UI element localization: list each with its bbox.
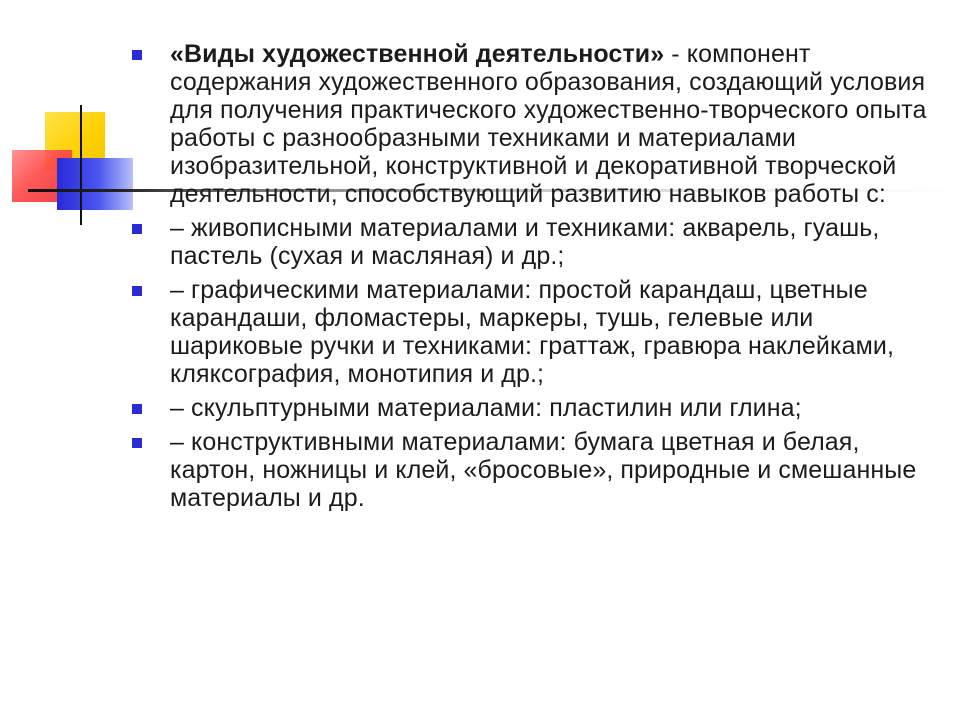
list-item-text: – конструктивными материалами: бумага цветная и белая, картон, ножницы и клей, «бросовые», природные и смешанные материалы и др. (170, 428, 917, 512)
bold-lead: «Виды художественной деятельности» (170, 40, 665, 68)
list-item (132, 214, 932, 270)
slide-body (132, 40, 932, 518)
list-item-text: – живописными материалами и техниками: акварель, гуашь, пастель (сухая и масляная) и др.; (170, 214, 880, 270)
list-item (132, 394, 932, 422)
decorative-vertical-line (80, 105, 82, 225)
list-item-text: – скульптурными материалами: пластилин или глина; (170, 394, 802, 422)
bullet-icon (132, 286, 142, 296)
bullet-icon (132, 224, 142, 234)
list-item (132, 428, 932, 512)
bullet-icon (132, 438, 142, 448)
bullet-icon (132, 404, 142, 414)
list-item (132, 276, 932, 388)
list-item-text (170, 40, 932, 208)
decorative-blue-square (57, 158, 133, 210)
list-item-text: – графическими материалами: простой карандаш, цветные карандаши, фломастеры, маркеры, тушь, гелевые или шариковые ручки и техниками: граттаж, гравюра наклейками, кляксография, монотипия и др.; (170, 276, 894, 388)
list-item (132, 40, 932, 208)
bullet-icon (132, 50, 142, 60)
list-item-body: - компонент содержания художественного образования, создающий условия для получения практического художественно-творческого опыта работы с разнообразными техниками и материалами изобразительной, конструктивной и декоративной творческой деятельности, способствующий развитию навыков работы с: (170, 40, 927, 208)
